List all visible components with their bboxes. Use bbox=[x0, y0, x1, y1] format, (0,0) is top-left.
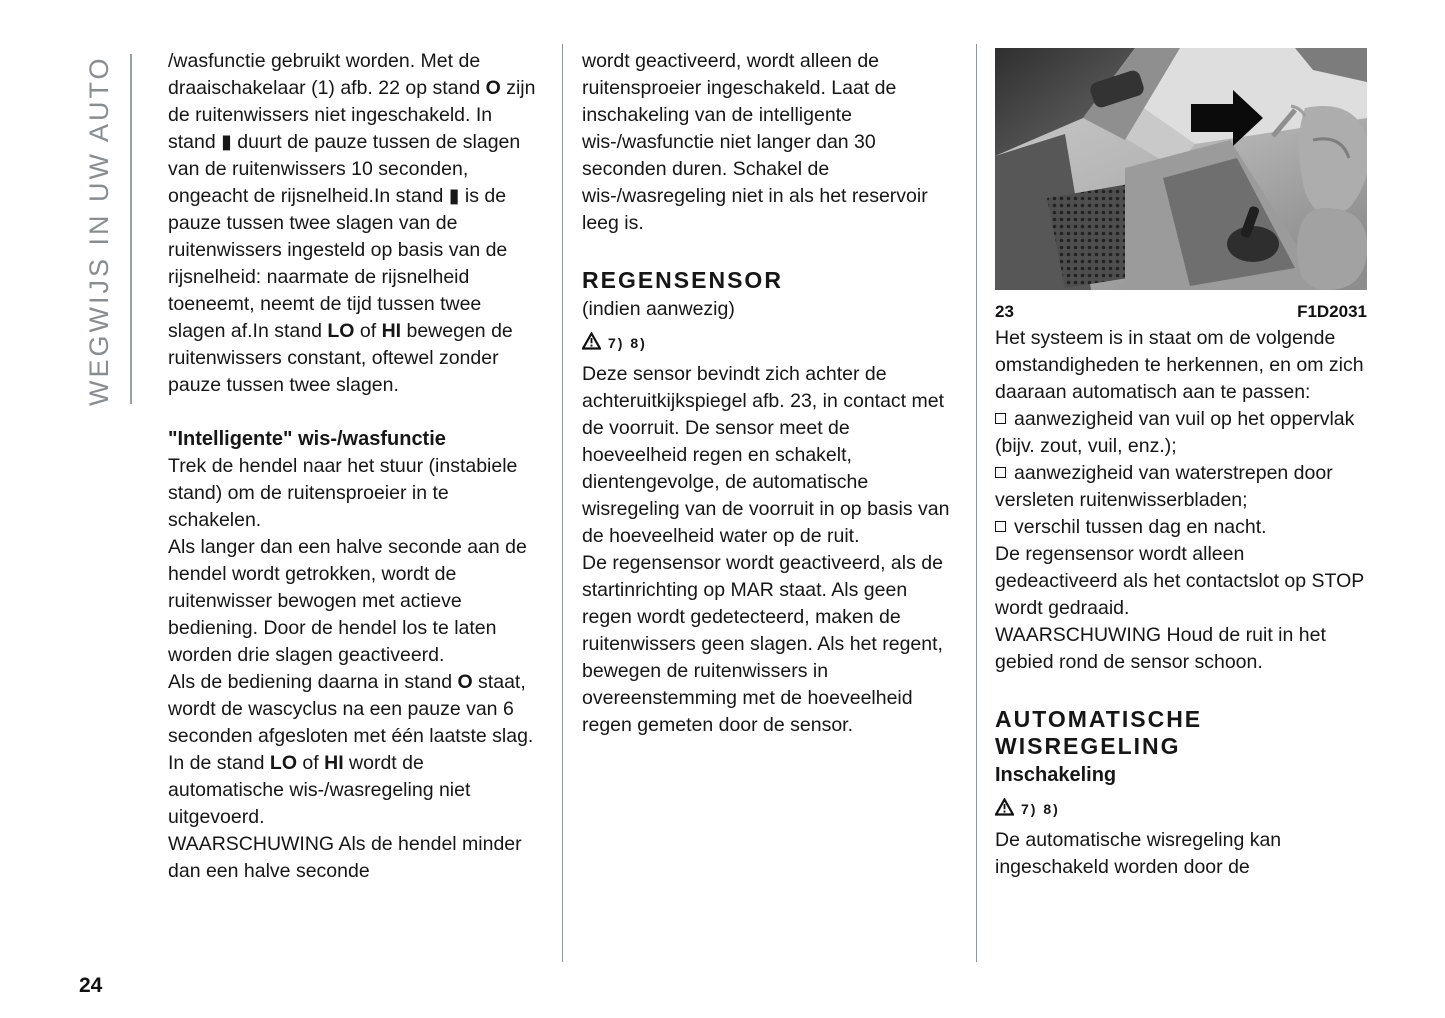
paragraph: De regensensor wordt geactiveerd, als de startinrichting op MAR staat. Als geen regen wordt gedetecteerd, maken de ruitenwissers geen slagen. Als het regent, bewegen de ruitenwissers in overeenstemming met de hoeveelheid regen gemeten door de sensor. bbox=[582, 552, 943, 736]
page-number: 24 bbox=[79, 974, 103, 997]
chapter-sidebar-label: WEGWIJS IN UW AUTO bbox=[84, 55, 114, 406]
availability-note: (indien aanwezig) bbox=[582, 298, 735, 320]
figure bbox=[995, 48, 1367, 325]
column-divider bbox=[976, 44, 977, 962]
paragraph: De regensensor wordt alleen gedeactiveerd als het contactslot op STOP wordt gedraaid. bbox=[995, 543, 1364, 619]
bullet-text: aanwezigheid van vuil op het oppervlak (bijv. zout, vuil, enz.); bbox=[995, 408, 1355, 457]
figure-image bbox=[995, 48, 1367, 290]
warning-icon bbox=[582, 331, 601, 358]
section-heading: AUTOMATISCHE WISREGELING bbox=[995, 706, 1203, 759]
section-subheading: Inschakeling bbox=[995, 764, 1117, 786]
paragraph: Als langer dan een halve seconde aan de hendel wordt getrokken, wordt de ruitenwisser bewogen met actieve bediening. Door de hendel los te laten worden drie slagen geactiveerd. bbox=[168, 536, 527, 666]
note-numbers: 7) 8) bbox=[608, 335, 647, 351]
section-subheading: "Intelligente" wis-/wasfunctie bbox=[168, 428, 446, 450]
paragraph: Het systeem is in staat om de volgende omstandigheden te herkennen, en om zich daaraan automatisch aan te passen: bbox=[995, 327, 1364, 403]
bullet-text: aanwezigheid van waterstrepen door versleten ruitenwisserbladen; bbox=[995, 462, 1333, 511]
paragraph: Als de bediening daarna in stand O staat, wordt de wascyclus na een pauze van 6 seconden afgesloten met één laatste slag. bbox=[168, 671, 534, 747]
paragraph: De automatische wisregeling kan ingeschakeld worden door de bbox=[995, 829, 1282, 878]
column-3 bbox=[995, 48, 1367, 881]
section-heading: REGENSENSOR bbox=[582, 267, 783, 293]
square-bullet-icon bbox=[995, 521, 1006, 532]
paragraph: /wasfunctie gebruikt worden. Met de draaischakelaar (1) afb. 22 op stand O zijn de ruitenwissers niet ingeschakeld. In stand ▮ duurt de pauze tussen de slagen van de ruitenwissers 10 seconden, ongeacht de rijsnelheid.In stand ▮ is de pauze tussen twee slagen van de ruitenwissers ingesteld op basis van de rijsnelheid: naarmate de rijsnelheid toeneemt, neemt de tijd tussen twee slagen af.In stand LO of HI bewegen de ruitenwissers constant, oftewel zonder pauze tussen twee slagen. bbox=[168, 50, 536, 396]
square-bullet-icon bbox=[995, 413, 1006, 424]
note-reference-line bbox=[582, 331, 952, 355]
bullet-item bbox=[995, 460, 1367, 514]
column-2 bbox=[582, 48, 952, 739]
bullet-item bbox=[995, 406, 1367, 460]
paragraph: Trek de hendel naar het stuur (instabiele stand) om de ruitensproeier in te schakelen. bbox=[168, 455, 518, 531]
figure-code: F1D2031 bbox=[1297, 302, 1367, 321]
paragraph: Deze sensor bevindt zich achter de achteruitkijkspiegel afb. 23, in contact met de voorruit. De sensor meet de hoeveelheid regen en schakelt, dientengevolge, de automatische wisregeling van de voorruit in op basis van de hoeveelheid water op de ruit. bbox=[582, 363, 950, 547]
column-1 bbox=[168, 48, 536, 885]
warning-paragraph: WAARSCHUWING Houd de ruit in het gebied rond de sensor schoon. bbox=[995, 624, 1326, 673]
bullet-item bbox=[995, 514, 1367, 541]
warning-icon bbox=[995, 797, 1014, 824]
square-bullet-icon bbox=[995, 467, 1006, 478]
figure-number: 23 bbox=[995, 302, 1014, 321]
warning-paragraph: WAARSCHUWING Als de hendel minder dan een halve seconde bbox=[168, 833, 522, 882]
sidebar-rule bbox=[130, 54, 132, 404]
bullet-text: verschil tussen dag en nacht. bbox=[1014, 516, 1267, 538]
paragraph: In de stand LO of HI wordt de automatische wis-/wasregeling niet uitgevoerd. bbox=[168, 752, 471, 828]
column-divider bbox=[562, 44, 563, 962]
paragraph: wordt geactiveerd, wordt alleen de ruitensproeier ingeschakeld. Laat de inschakeling van de intelligente wis-/wasfunctie niet langer dan 30 seconden duren. Schakel de wis-/wasregeling niet in als het reservoir leeg is. bbox=[582, 50, 928, 234]
note-numbers: 7) 8) bbox=[1021, 801, 1060, 817]
figure-caption bbox=[995, 298, 1367, 325]
note-reference-line bbox=[995, 797, 1367, 821]
